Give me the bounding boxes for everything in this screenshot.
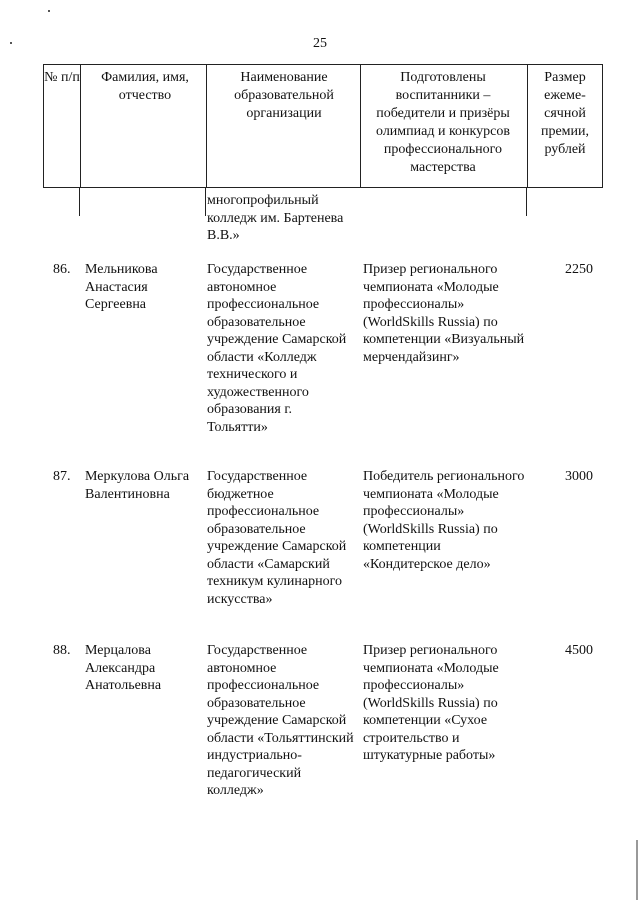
- row-org: Государственное бюджетное профессиональное образовательное учреждение Самарской области «Самарский техникум кулинарного искусства»: [207, 469, 347, 607]
- header-achievement: Подготовлены воспитанники – победители и призёры олимпиад и конкурсов профессионального мастерства: [376, 70, 510, 175]
- row-org: Государственное автономное профессиональное образовательное учреждение Самарской области «Колледж технического и художественного образования г. Тольятти»: [207, 262, 347, 435]
- row-name: Мельникова Анастасия Сергеевна: [85, 262, 158, 312]
- row-amount: 2250: [565, 262, 593, 277]
- continuation-org: многопрофильный колледж им. Бартенева В.В.»: [207, 193, 344, 243]
- row-org: Государственное автономное профессиональное образовательное учреждение Самарской области «Тольяттинский индустриально-педагогический колледж»: [207, 643, 354, 798]
- header-amount: Размер ежеме-сячной премии, рублей: [540, 70, 590, 157]
- scan-speck: [48, 10, 50, 12]
- row-num: 86.: [53, 262, 71, 277]
- awards-table: [43, 64, 603, 798]
- row-amount: 3000: [565, 469, 593, 484]
- header-name: Фамилия, имя, отчество: [101, 70, 189, 103]
- header-org: Наименование образовательной организации: [234, 70, 334, 121]
- row-achievement: Победитель регионального чемпионата «Молодые профессионалы» (WorldSkills Russia) по компетенции «Кондитерское дело»: [363, 469, 525, 572]
- scan-speck: [10, 42, 12, 44]
- row-achievement: Призер регионального чемпионата «Молодые профессионалы» (WorldSkills Russia) по компетенции «Сухое строительство и штукатурные работы»: [363, 643, 499, 763]
- page-number: 25: [313, 36, 327, 51]
- row-num: 88.: [53, 643, 71, 658]
- row-name: Меркулова Ольга Валентиновна: [85, 469, 190, 502]
- row-achievement: Призер регионального чемпионата «Молодые профессионалы» (WorldSkills Russia) по компетенции «Визуальный мерчендайзинг»: [363, 262, 525, 365]
- table-header: [43, 64, 603, 188]
- row-name: Мерцалова Александра Анатольевна: [85, 643, 162, 693]
- row-num: 87.: [53, 469, 71, 484]
- scan-edge: [636, 840, 638, 900]
- header-num: № п/п: [44, 70, 80, 85]
- row-amount: 4500: [565, 643, 593, 658]
